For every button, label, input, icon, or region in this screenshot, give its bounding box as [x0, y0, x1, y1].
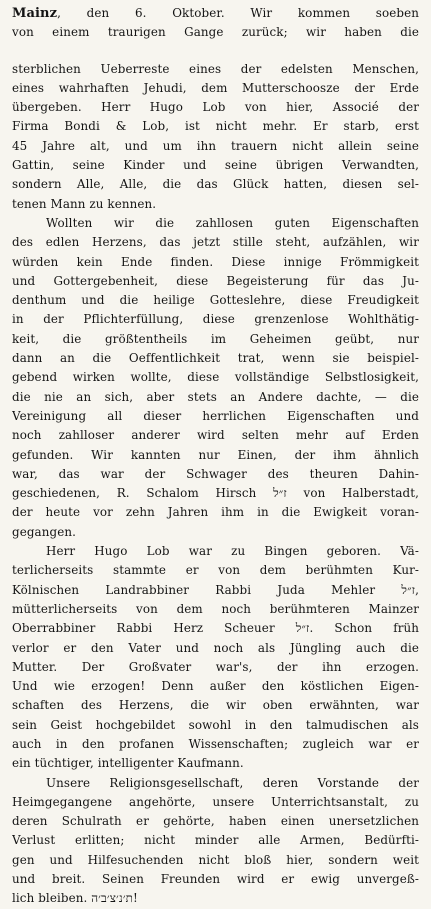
- text-line: gefunden. Wir kannten nur Einen, der ihm ähnlich: [12, 447, 419, 462]
- article-header-line: von einem traurigen Gange zurück; wir haben die: [12, 25, 419, 40]
- text-line: eines wahrhaften Jehudi, dem Mutterschoosze der Erde: [12, 80, 419, 95]
- text-line: Kölnischen Landrabbiner Rabbi Juda Mehler ז״ל,: [12, 582, 419, 597]
- text-line: und Gottergebenheit, diese Begeisterung für das Ju-: [12, 273, 419, 288]
- text-line: deren Schulrath er gehörte, haben einen unersetzlichen: [12, 814, 419, 829]
- text-line: der heute vor zehn Jahren ihm in die Ewigkeit voran-: [12, 505, 419, 520]
- text-line: Herr Hugo Lob war zu Bingen geboren. Vä-: [46, 544, 419, 559]
- text-line: auch in den profanen Wissenschaften; zugleich war er: [12, 736, 419, 751]
- text-line: mütterlicherseits von dem noch berühmteren Mainzer: [12, 601, 419, 616]
- text-line: sein Geist hochgebildet sowohl in den talmudischen als: [12, 717, 419, 732]
- text-line: verlor er den Vater und noch als Jüngling auch die: [12, 640, 419, 655]
- text-line: Firma Bondi & Lob, ist nicht mehr. Er starb, erst: [12, 119, 419, 134]
- text-line: sondern Alle, Alle, die das Glück hatten, diesen sel-: [12, 177, 419, 192]
- text-line: sterblichen Ueberreste eines der edelsten Menschen,: [12, 61, 419, 76]
- dateline: Mainz: [12, 6, 58, 21]
- text-line: die nie an sich, aber stets an Andere dachte, — die: [12, 389, 419, 404]
- text-line: übergeben. Herr Hugo Lob von hier, Associé der: [12, 100, 419, 115]
- text-line: war, das war der Schwager des theuren Dahin-: [12, 466, 419, 481]
- text-line: Oberrabbiner Rabbi Herz Scheuer ז״ל. Schon früh: [12, 621, 419, 636]
- text-line: Verlust erlitten; nicht minder alle Armen, Bedürfti-: [12, 833, 419, 848]
- text-line: denthum und die heilige Gotteslehre, diese Freudigkeit: [12, 293, 419, 308]
- text-line: gebend wirken wollte, diese vollständige Selbstlosigkeit,: [12, 370, 419, 385]
- text-line: des edlen Herzens, das jetzt stille steht, aufzählen, wir: [12, 235, 419, 250]
- paragraph-virtues: [12, 214, 419, 542]
- text-line: Gattin, seine Kinder und seine übrigen Verwandten,: [12, 158, 419, 173]
- paragraph-community-loss: [12, 774, 419, 909]
- text-line: würden kein Ende finden. Diese innige Frömmigkeit: [12, 254, 419, 269]
- text-line: Unsere Religionsgesellschaft, deren Vorstande der: [46, 775, 419, 790]
- text-line: Wollten wir die zahllosen guten Eigenschaften: [46, 215, 419, 230]
- paragraph-biography: [12, 542, 419, 774]
- text-line: noch zahlloser anderer wird selten mehr auf Erden: [12, 428, 419, 443]
- text-line: ein tüchtiger, intelligenter Kaufmann.: [12, 756, 244, 771]
- text-line: Heimgegangene angehörte, unsere Unterrichtsanstalt, zu: [12, 794, 419, 809]
- text-line: geschiedenen, R. Schalom Hirsch ז״ל von Halberstadt,: [12, 486, 419, 501]
- text-line: in der Pflichterfüllung, diese grenzenlose Wohlthätig-: [12, 312, 419, 327]
- paragraph-obituary-intro: [12, 60, 419, 214]
- text-line: dann an die Oeffentlichkeit trat, wenn sie beispiel-: [12, 351, 419, 366]
- section-gap: [12, 43, 419, 60]
- text-line: Vereinigung all dieser herrlichen Eigenschaften und: [12, 408, 419, 423]
- text-line: terlicherseits stammte er von dem berühmten Kur-: [12, 563, 419, 578]
- text-line: Und wie erzogen! Denn außer den köstlichen Eigen-: [12, 679, 419, 694]
- text-line: tenen Mann zu kennen.: [12, 196, 157, 211]
- text-line: keit, die größtentheils im Geheimen geübt, nur: [12, 331, 419, 346]
- article-header-line: [12, 4, 419, 23]
- header-text: , den 6. Oktober. Wir kommen soeben: [57, 6, 419, 20]
- text-line: schaften des Herzens, die wir oben erwähnten, war: [12, 698, 419, 713]
- text-line: gegangen.: [12, 524, 76, 539]
- text-line: 45 Jahre alt, und um ihn trauern nicht allein seine: [12, 138, 419, 153]
- text-line: Mutter. Der Großvater war's, der ihn erzogen.: [12, 659, 419, 674]
- text-line: und breit. Seinen Freunden wird er ewig unvergeß-: [12, 872, 419, 887]
- text-line: lich bleiben. ת׳נ׳צ׳ב׳ה!: [12, 891, 138, 906]
- text-line: gen und Hilfesuchenden nicht bloß hier, sondern weit: [12, 852, 419, 867]
